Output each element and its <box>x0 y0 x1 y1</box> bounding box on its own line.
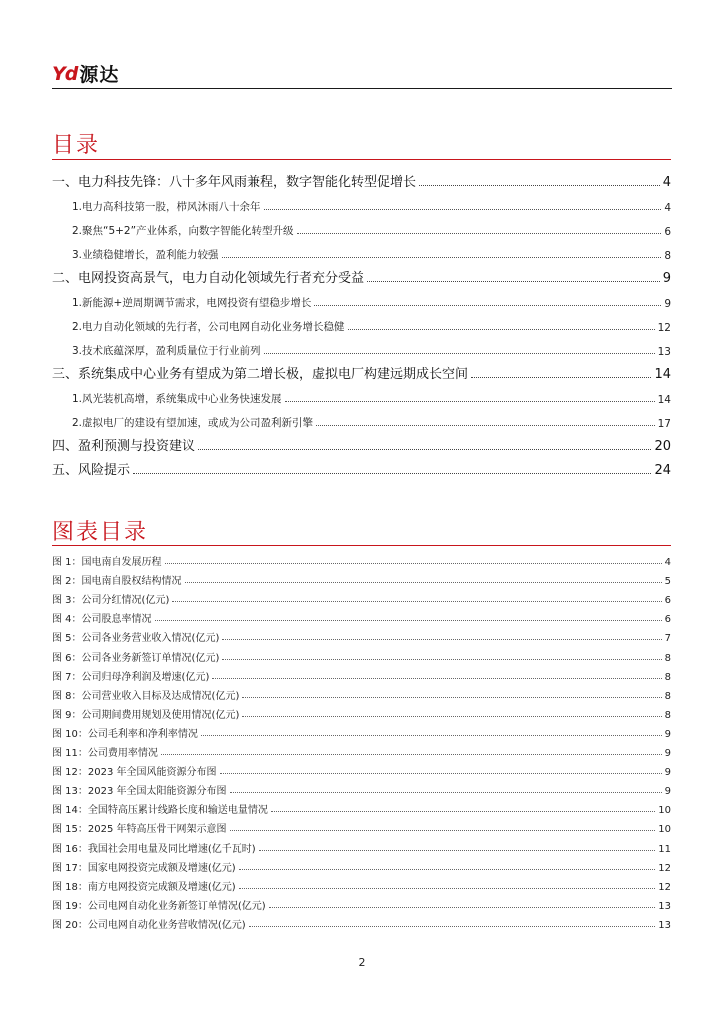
figure-entry-page: 8 <box>664 652 671 664</box>
figure-entry-text: 图 3：公司分红情况(亿元) <box>52 595 170 607</box>
figure-entry-page: 8 <box>664 671 671 683</box>
figure-entry-text: 图 19：公司电网自动化业务新签订单情况(亿元) <box>52 900 266 912</box>
toc-entry-page: 9 <box>662 271 671 286</box>
toc-entry-text: 2.虚拟电厂的建设有望加速，或成为公司盈利新引擎 <box>72 417 314 429</box>
figure-entry-page: 10 <box>658 824 671 836</box>
dot-leader <box>222 256 662 258</box>
figure-entry-page: 8 <box>664 690 671 702</box>
toc-entry[interactable] <box>52 310 671 334</box>
figure-entry[interactable] <box>52 549 671 568</box>
figure-entry[interactable] <box>52 797 671 816</box>
dot-leader <box>230 791 662 793</box>
toc-entry[interactable] <box>52 454 671 478</box>
dot-leader <box>161 753 662 755</box>
dot-leader <box>165 562 662 564</box>
dot-leader <box>259 849 656 851</box>
dot-leader <box>220 772 662 774</box>
figure-list <box>52 549 671 931</box>
figure-entry[interactable] <box>52 893 671 912</box>
toc-entry[interactable] <box>52 430 671 454</box>
toc-entry-text: 1.新能源+逆周期调节需求，电网投资有望稳步增长 <box>72 297 312 309</box>
toc-list <box>52 166 671 478</box>
figure-entry[interactable] <box>52 740 671 759</box>
toc-entry-text: 1.风光装机高增，系统集成中心业务快速发展 <box>72 393 282 405</box>
figure-entry-text: 图 4：公司股息率情况 <box>52 614 152 626</box>
dot-leader <box>285 400 655 402</box>
header <box>52 60 119 84</box>
figure-entry-page: 6 <box>664 614 671 626</box>
dot-leader <box>264 352 655 354</box>
figures-title-underline <box>52 545 671 546</box>
toc-entry-page: 6 <box>664 226 671 238</box>
figure-entry-page: 9 <box>664 728 671 740</box>
figure-entry-text: 图 8：公司营业收入目标及达成情况(亿元) <box>52 690 240 702</box>
dot-leader <box>348 328 655 330</box>
toc-entry[interactable] <box>52 262 671 286</box>
dot-leader <box>185 581 662 583</box>
dot-leader <box>271 810 655 812</box>
toc-entry[interactable] <box>52 238 671 262</box>
toc-entry-text: 3.业绩稳健增长，盈利能力较强 <box>72 249 219 261</box>
figure-entry-text: 图 9：公司期间费用规划及使用情况(亿元) <box>52 709 240 721</box>
dot-leader <box>230 829 656 831</box>
figure-entry-text: 图 7：公司归母净利润及增速(亿元) <box>52 671 210 683</box>
dot-leader <box>201 734 662 736</box>
figure-entry[interactable] <box>52 664 671 683</box>
figure-entry-text: 图 5：公司各业务营业收入情况(亿元) <box>52 633 220 645</box>
dot-leader <box>297 232 662 234</box>
page-number: 2 <box>358 956 366 969</box>
figure-entry-page: 9 <box>664 786 671 798</box>
dot-leader <box>471 376 651 378</box>
dot-leader <box>222 638 661 640</box>
toc-entry-text: 五、风险提示 <box>52 463 131 478</box>
toc-entry-text: 三、系统集成中心业务有望成为第二增长极，虚拟电厂构建远期成长空间 <box>52 367 469 382</box>
toc-entry-page: 14 <box>657 394 671 406</box>
figure-entry[interactable] <box>52 702 671 721</box>
toc-entry[interactable] <box>52 334 671 358</box>
dot-leader <box>212 677 661 679</box>
figure-entry-page: 5 <box>664 576 671 588</box>
toc-entry-text: 二、电网投资高景气，电力自动化领域先行者充分受益 <box>52 271 365 286</box>
figure-entry-text: 图 13：2023 年全国太阳能资源分布图 <box>52 786 227 798</box>
dot-leader <box>242 715 661 717</box>
figure-entry-text: 图 18：南方电网投资完成额及增速(亿元) <box>52 881 236 893</box>
toc-entry-page: 8 <box>664 250 671 262</box>
figure-entry-page: 12 <box>658 881 671 893</box>
toc-entry[interactable] <box>52 406 671 430</box>
figure-entry-page: 10 <box>658 805 671 817</box>
toc-entry-text: 2.电力自动化领域的先行者，公司电网自动化业务增长稳健 <box>72 321 345 333</box>
toc-entry[interactable] <box>52 166 671 190</box>
toc-entry[interactable] <box>52 214 671 238</box>
dot-leader <box>172 600 661 602</box>
figure-entry-text: 图 14：全国特高压累计线路长度和输送电量情况 <box>52 805 268 817</box>
toc-entry-text: 3.技术底蕴深厚，盈利质量位于行业前列 <box>72 345 261 357</box>
dot-leader <box>264 208 662 210</box>
figure-entry-text: 图 2：国电南自股权结构情况 <box>52 576 182 588</box>
toc-entry-text: 2.聚焦“5+2”产业体系，向数字智能化转型升级 <box>72 225 294 237</box>
dot-leader <box>239 887 656 889</box>
figure-entry-text: 图 17：国家电网投资完成额及增速(亿元) <box>52 862 236 874</box>
figure-entry-text: 图 6：公司各业务新签订单情况(亿元) <box>52 652 220 664</box>
figure-entry[interactable] <box>52 644 671 663</box>
figure-entry[interactable] <box>52 568 671 587</box>
toc-entry-page: 14 <box>654 367 671 382</box>
toc-entry[interactable] <box>52 358 671 382</box>
toc-entry[interactable] <box>52 286 671 310</box>
dot-leader <box>222 658 661 660</box>
toc-title-underline <box>52 159 671 160</box>
dot-leader <box>419 184 660 186</box>
figure-entry-text: 图 20：公司电网自动化业务营收情况(亿元) <box>52 919 246 931</box>
figure-entry[interactable] <box>52 816 671 835</box>
figure-entry[interactable] <box>52 912 671 931</box>
toc-entry[interactable] <box>52 382 671 406</box>
figure-entry-page: 7 <box>664 633 671 645</box>
header-divider <box>52 88 672 89</box>
figure-entry-page: 6 <box>664 595 671 607</box>
toc-entry-text: 一、电力科技先锋：八十多年风雨兼程，数字智能化转型促增长 <box>52 175 417 190</box>
toc-entry-page: 4 <box>662 175 671 190</box>
toc-entry-page: 12 <box>657 322 671 334</box>
figure-entry[interactable] <box>52 759 671 778</box>
figures-title: 图表目录 <box>52 520 149 545</box>
logo-name: 源达 <box>79 64 120 86</box>
dot-leader <box>133 472 651 474</box>
dot-leader <box>249 925 656 927</box>
figure-entry-page: 8 <box>664 709 671 721</box>
figure-entry[interactable] <box>52 683 671 702</box>
figure-entry-page: 13 <box>658 919 671 931</box>
figure-entry[interactable] <box>52 855 671 874</box>
figure-entry-page: 4 <box>664 557 671 569</box>
figure-entry-text: 图 15：2025 年特高压骨干网架示意图 <box>52 824 227 836</box>
figure-entry[interactable] <box>52 587 671 606</box>
toc-title: 目录 <box>52 133 101 158</box>
figure-entry-page: 11 <box>658 843 671 855</box>
dot-leader <box>239 868 656 870</box>
figure-entry[interactable] <box>52 625 671 644</box>
figure-entry[interactable] <box>52 874 671 893</box>
dot-leader <box>155 619 662 621</box>
dot-leader <box>269 906 656 908</box>
toc-entry-page: 4 <box>664 202 671 214</box>
dot-leader <box>314 304 661 306</box>
toc-entry-text: 四、盈利预测与投资建议 <box>52 439 196 454</box>
toc-entry-text: 1.电力高科技第一股，栉风沐雨八十余年 <box>72 201 261 213</box>
dot-leader <box>316 424 655 426</box>
toc-entry[interactable] <box>52 190 671 214</box>
figure-entry-text: 图 16：我国社会用电量及同比增速(亿千瓦时) <box>52 843 256 855</box>
dot-leader <box>242 696 661 698</box>
figure-entry-page: 12 <box>658 862 671 874</box>
company-logo <box>52 60 119 87</box>
figure-entry-page: 9 <box>664 748 671 760</box>
dot-leader <box>198 448 651 450</box>
figure-entry-text: 图 11：公司费用率情况 <box>52 748 158 760</box>
figure-entry[interactable] <box>52 835 671 854</box>
figure-entry-text: 图 10：公司毛利率和净利率情况 <box>52 728 198 740</box>
figure-entry[interactable] <box>52 778 671 797</box>
toc-entry-page: 20 <box>654 439 671 454</box>
toc-entry-page: 24 <box>654 463 671 478</box>
figure-entry-page: 9 <box>664 767 671 779</box>
figure-entry-text: 图 12：2023 年全国风能资源分布图 <box>52 767 217 779</box>
toc-entry-page: 9 <box>664 298 671 310</box>
figure-entry[interactable] <box>52 721 671 740</box>
figure-entry-page: 13 <box>658 900 671 912</box>
dot-leader <box>367 280 660 282</box>
logo-mark: Yd <box>52 62 78 85</box>
toc-entry-page: 17 <box>657 418 671 430</box>
figure-entry-text: 图 1：国电南自发展历程 <box>52 557 162 569</box>
toc-entry-page: 13 <box>657 346 671 358</box>
figure-entry[interactable] <box>52 606 671 625</box>
